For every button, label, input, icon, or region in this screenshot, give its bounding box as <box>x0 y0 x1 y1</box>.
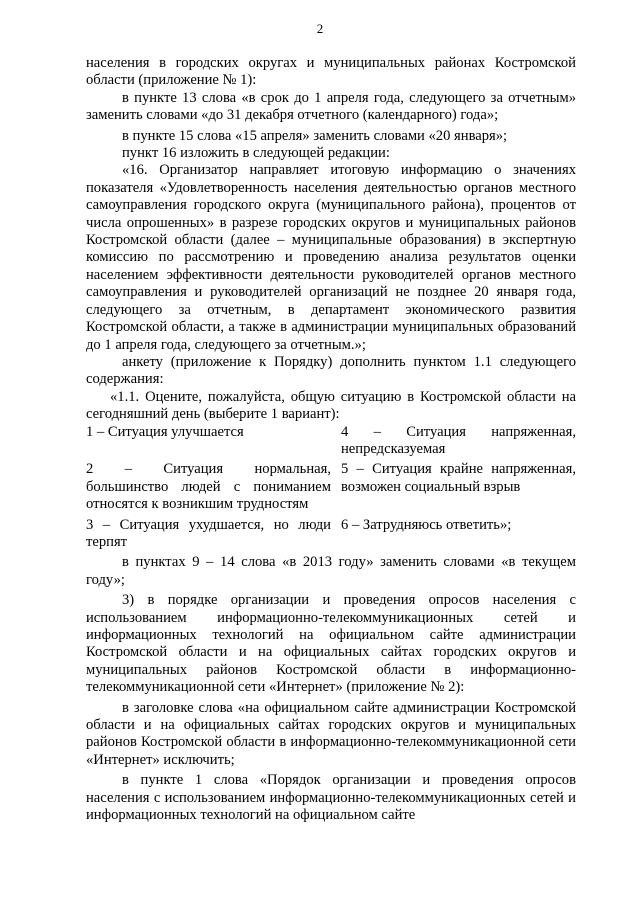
document-body <box>86 55 576 824</box>
options-row-3 <box>86 517 576 552</box>
paragraph-title-change: в заголовке слова «на официальном сайте администрации Костромской области и на официальных сайтах городских округов и муниципальных районов Костромской области в информационно-телекоммуникационной сети «Интернет» исключить; <box>86 699 576 768</box>
paragraph-items-9-14: в пунктах 9 – 14 слова «в 2013 году» заменить словами «в текущем году»; <box>86 554 576 588</box>
paragraph-item-15: в пункте 15 слова «15 апреля» заменить словами «20 января»; <box>122 127 508 144</box>
option-5: 5 – Ситуация крайне напряженная, возможен социальный взрыв <box>341 461 576 495</box>
paragraph-item-1: в пункте 1 слова «Порядок организации и проведения опросов населения с использованием информационно-телекоммуникационных сетей и информационных технологий на официальном сайте <box>86 772 576 824</box>
paragraph-question-1-1: «1.1. Оцените, пожалуйста, общую ситуацию в Костромской области на сегодняшний день (выберите 1 вариант): <box>86 388 576 423</box>
paragraph-continuation: населения в городских округах и муниципальных районах Костромской области (приложение № 1): <box>86 55 576 89</box>
paragraph-section-3: 3) в порядке организации и проведения опросов населения с использованием информационно-телекоммуникационных сетей и информационных технологий на официальном сайте администрации Костромской области и на официальных сайтах городских округов и муниципальных районов Костромской области в информационно-телекоммуникационной сети «Интернет» (приложение № 2): <box>86 592 576 696</box>
option-6: 6 – Затрудняюсь ответить»; <box>341 516 512 533</box>
option-2: 2 – Ситуация нормальная, большинство людей с пониманием относятся к возникшим трудностям <box>86 461 331 513</box>
options-row-2 <box>86 461 576 513</box>
page-number: 2 <box>316 21 324 36</box>
paragraph-item-13: в пункте 13 слова «в срок до 1 апреля года, следующего за отчетным» заменить словами «до 31 декабря отчетного (календарного) года»; <box>86 89 576 124</box>
paragraph-item-16-intro: пункт 16 изложить в следующей редакции: <box>122 145 390 162</box>
option-4: 4 – Ситуация напряженная, непредсказуемая <box>341 423 576 457</box>
paragraph-item-16-text: «16. Организатор направляет итоговую информацию о значениях показателя «Удовлетворенность населения деятельностью органов местного самоуправления городского округа (муниципального района), процентов от числа опрошенных» в разрезе городских округов и муниципальных районов Костромской области (далее – муниципальные образования) в экспертную комиссию по рассмотрению и проведению анализа результатов оценки населением эффективности деятельности руководителей органов местного самоуправления и руководителей организаций не позднее 20 января года, следующего за отчетным, в департамент экономического развития Костромской области, а также в администрации муниципальных образований до 1 апреля года, следующего за отчетным.»; <box>86 162 576 353</box>
option-3: 3 – Ситуация ухудшается, но люди терпят <box>86 516 331 550</box>
option-1: 1 – Ситуация улучшается <box>86 423 244 440</box>
options-row-1 <box>86 424 576 459</box>
paragraph-questionnaire: анкету (приложение к Порядку) дополнить пунктом 1.1 следующего содержания: <box>86 353 576 388</box>
